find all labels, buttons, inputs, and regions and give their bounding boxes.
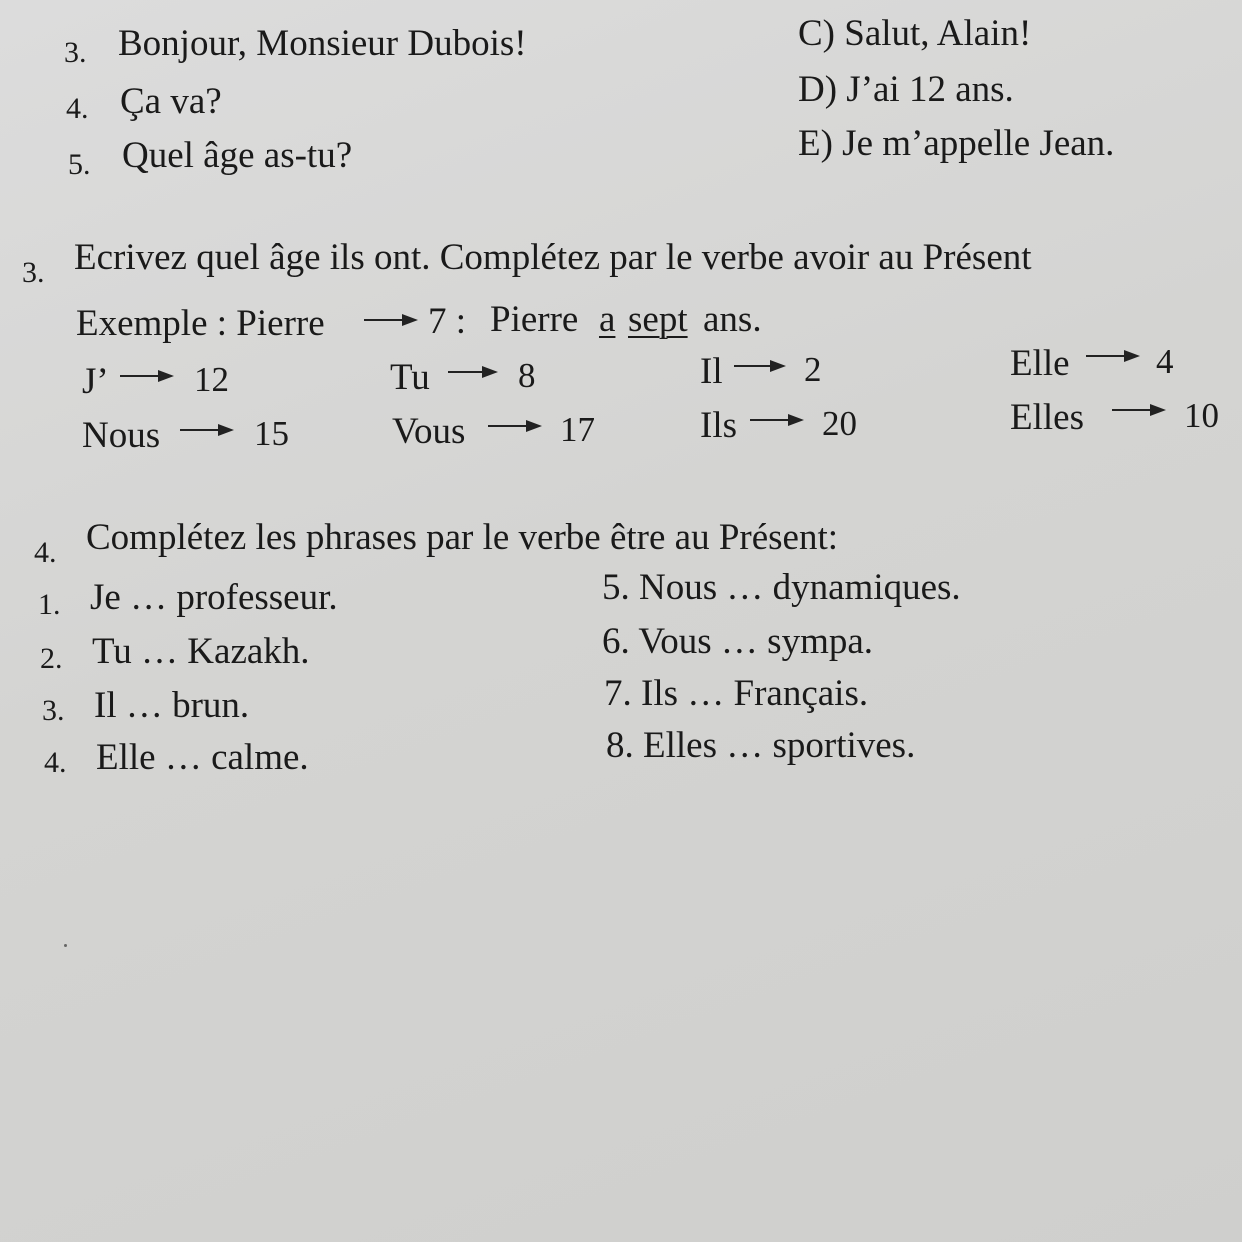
sentence-text: 7. Ils … Français. bbox=[604, 673, 869, 714]
sentence-text: 6. Vous … sympa. bbox=[602, 621, 874, 662]
pronoun-label: J’ bbox=[82, 361, 109, 402]
pronoun-label: Tu bbox=[390, 357, 430, 398]
age-value: 17 bbox=[560, 410, 595, 449]
matching-left-text: Quel âge as-tu? bbox=[122, 135, 353, 176]
example-answer-end: ans. bbox=[703, 299, 762, 340]
sentence-number: 3. bbox=[42, 694, 65, 727]
example-prefix: Exemple : Pierre bbox=[76, 303, 325, 344]
pronoun-label: Ils bbox=[700, 405, 737, 446]
sentence-number: 1. bbox=[38, 588, 61, 621]
sentence-text: Elle … calme. bbox=[96, 737, 309, 778]
sentence-text: 5. Nous … dynamiques. bbox=[602, 567, 961, 608]
matching-left-text: Ça va? bbox=[120, 81, 222, 122]
age-value: 8 bbox=[518, 356, 536, 395]
sentence-number: 4. bbox=[44, 746, 67, 779]
matching-left-number: 4. bbox=[66, 92, 89, 125]
arrow-icon bbox=[732, 358, 788, 374]
pronoun-label: Elles bbox=[1010, 397, 1084, 438]
arrow-icon bbox=[178, 422, 236, 438]
paper-speck bbox=[64, 944, 67, 947]
example-answer-start: Pierre bbox=[490, 299, 579, 340]
exercise4-number: 4. bbox=[34, 536, 57, 569]
exercise4-title: Complétez les phrases par le verbe être au Présent: bbox=[86, 517, 839, 558]
age-value: 12 bbox=[194, 360, 229, 399]
example-value: 7 : bbox=[428, 301, 467, 342]
sentence-text: Il … brun. bbox=[94, 685, 250, 726]
sentence-text: Tu … Kazakh. bbox=[92, 631, 310, 672]
arrow-icon bbox=[748, 412, 806, 428]
sentence-number: 2. bbox=[40, 642, 63, 675]
exercise3-number: 3. bbox=[22, 256, 45, 289]
arrow-icon bbox=[486, 418, 544, 434]
cropped-previous-line bbox=[60, 0, 500, 8]
matching-right-text: E) Je m’appelle Jean. bbox=[798, 123, 1115, 164]
arrow-icon bbox=[1110, 402, 1168, 418]
matching-right-text: C) Salut, Alain! bbox=[798, 13, 1032, 54]
arrow-icon bbox=[118, 368, 176, 384]
example-answer-number: sept bbox=[628, 299, 688, 340]
age-value: 15 bbox=[254, 414, 289, 453]
matching-right-text: D) J’ai 12 ans. bbox=[798, 69, 1014, 110]
matching-left-number: 3. bbox=[64, 36, 87, 69]
exercise3-title: Ecrivez quel âge ils ont. Complétez par le verbe avoir au Présent bbox=[74, 237, 1032, 278]
pronoun-label: Elle bbox=[1010, 343, 1070, 384]
arrow-icon bbox=[1084, 348, 1142, 364]
pronoun-label: Il bbox=[700, 351, 723, 392]
pronoun-label: Nous bbox=[82, 415, 161, 456]
age-value: 4 bbox=[1156, 342, 1174, 381]
age-value: 2 bbox=[804, 350, 822, 389]
age-value: 10 bbox=[1184, 396, 1219, 435]
matching-left-number: 5. bbox=[68, 148, 91, 181]
arrow-icon bbox=[362, 312, 420, 328]
arrow-icon bbox=[446, 364, 500, 380]
example-answer-verb: a bbox=[599, 299, 616, 340]
matching-left-text: Bonjour, Monsieur Dubois! bbox=[118, 23, 527, 64]
sentence-text: 8. Elles … sportives. bbox=[606, 725, 916, 766]
age-value: 20 bbox=[822, 404, 857, 443]
pronoun-label: Vous bbox=[392, 411, 466, 452]
sentence-text: Je … professeur. bbox=[90, 577, 338, 618]
